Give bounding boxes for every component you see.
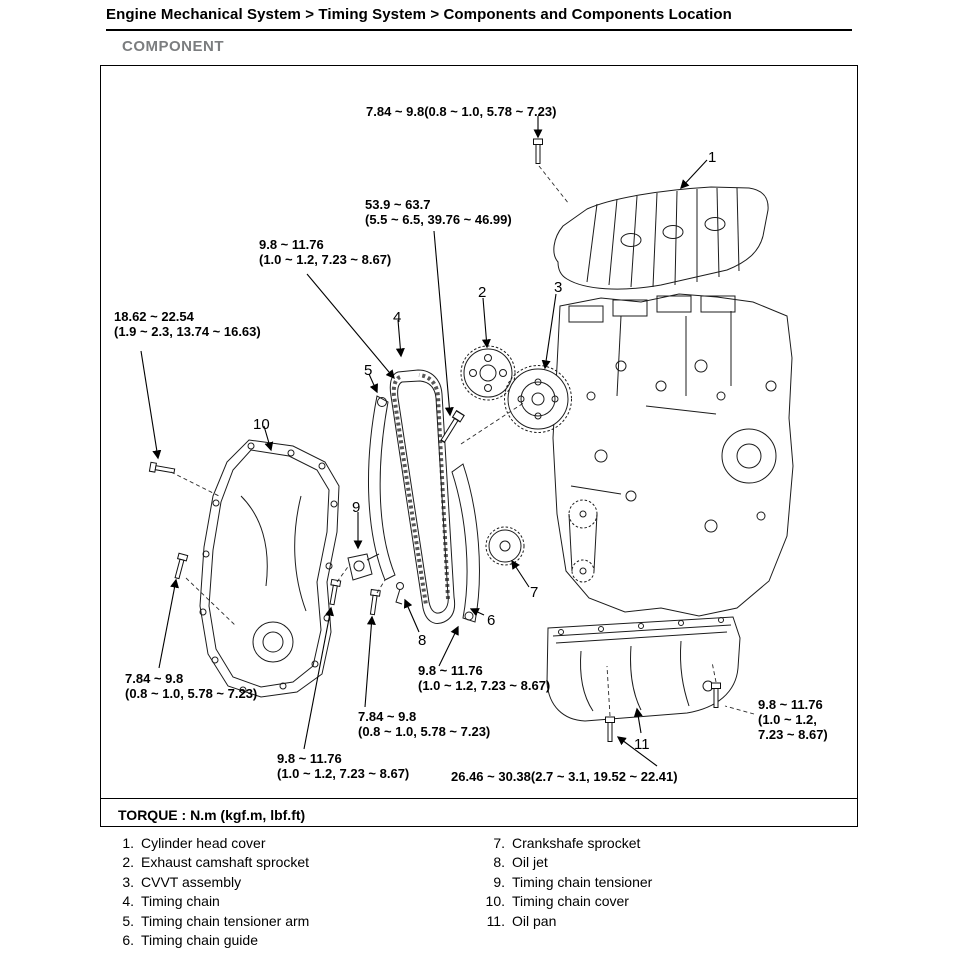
torque-label-cover-bolt-upper: 18.62 ~ 22.54 (1.9 ~ 2.3, 13.74 ~ 16.63) bbox=[114, 309, 261, 339]
torque-label-head-cover-bolt: 7.84 ~ 9.8(0.8 ~ 1.0, 5.78 ~ 7.23) bbox=[366, 104, 557, 119]
cylinder-head-cover-art bbox=[554, 187, 768, 289]
legend-num: 1. bbox=[122, 835, 134, 851]
callout-9: 9 bbox=[352, 499, 361, 516]
timing-chain-cover-art bbox=[200, 440, 339, 697]
legend-label: Exhaust camshaft sprocket bbox=[141, 854, 310, 871]
torque-label-oil-pan-drain: 26.46 ~ 30.38(2.7 ~ 3.1, 19.52 ~ 22.41) bbox=[451, 769, 678, 784]
legend-label: Timing chain cover bbox=[512, 893, 629, 910]
legend-label: Timing chain tensioner arm bbox=[141, 912, 310, 929]
legend-item-2 bbox=[110, 855, 309, 870]
oil-pan-art bbox=[547, 617, 740, 721]
torque-label-chain-tensioner-bolt: 9.8 ~ 11.76 (1.0 ~ 1.2, 7.23 ~ 8.67) bbox=[277, 751, 410, 781]
breadcrumb: Engine Mechanical System > Timing System > Components and Components Location bbox=[106, 6, 852, 31]
legend-label: CVVT assembly bbox=[141, 873, 242, 890]
legend-label: Timing chain bbox=[141, 893, 220, 910]
timing-chain-art bbox=[390, 370, 454, 623]
legend-label: Timing chain guide bbox=[141, 931, 258, 948]
legend-num: 2. bbox=[122, 854, 134, 871]
legend-column-left bbox=[110, 836, 309, 952]
legend-num: 5. bbox=[122, 912, 134, 929]
torque-label-tensioner-arm-bolt: 9.8 ~ 11.76 (1.0 ~ 1.2, 7.23 ~ 8.67) bbox=[259, 237, 392, 267]
parts-legend bbox=[100, 836, 858, 954]
section-title: COMPONENT bbox=[122, 38, 224, 55]
oil-jet-art bbox=[396, 583, 404, 605]
callout-5: 5 bbox=[364, 362, 373, 379]
chain-guide-art bbox=[452, 464, 479, 622]
legend-item-9 bbox=[481, 875, 652, 890]
engine-block-art bbox=[553, 294, 793, 616]
legend-item-4 bbox=[110, 894, 309, 909]
chain-tensioner-art bbox=[348, 554, 379, 580]
legend-item-11 bbox=[481, 914, 652, 929]
callout-10: 10 bbox=[253, 416, 270, 433]
legend-item-1 bbox=[110, 836, 309, 851]
legend-item-6 bbox=[110, 933, 309, 948]
legend-item-5 bbox=[110, 914, 309, 929]
callout-3: 3 bbox=[554, 279, 563, 296]
tensioner-arm-art bbox=[368, 396, 395, 580]
legend-item-8 bbox=[481, 855, 652, 870]
legend-label: Oil pan bbox=[512, 912, 557, 929]
legend-num: 6. bbox=[122, 931, 134, 948]
legend-label: Crankshafe sprocket bbox=[512, 835, 641, 851]
torque-label-cover-bolt-lower: 7.84 ~ 9.8 (0.8 ~ 1.0, 5.78 ~ 7.23) bbox=[125, 671, 258, 701]
legend-column-right bbox=[481, 836, 652, 933]
legend-num: 4. bbox=[122, 893, 134, 910]
callout-4: 4 bbox=[393, 309, 402, 326]
legend-label: Cylinder head cover bbox=[141, 835, 266, 851]
legend-item-3 bbox=[110, 875, 309, 890]
torque-label-oil-pan-bolt: 9.8 ~ 11.76 (1.0 ~ 1.2, 7.23 ~ 8.67) bbox=[758, 697, 828, 742]
torque-label-oil-jet-bolt: 7.84 ~ 9.8 (0.8 ~ 1.0, 5.78 ~ 7.23) bbox=[358, 709, 491, 739]
legend-num: 11. bbox=[486, 912, 505, 929]
legend-item-10 bbox=[481, 894, 652, 909]
torque-label-cvvt-bolt: 53.9 ~ 63.7 (5.5 ~ 6.5, 39.76 ~ 46.99) bbox=[365, 197, 512, 227]
torque-label-chain-guide-bolt: 9.8 ~ 11.76 (1.0 ~ 1.2, 7.23 ~ 8.67) bbox=[418, 663, 551, 693]
cvvt-assembly-art bbox=[505, 366, 572, 433]
legend-num: 3. bbox=[122, 873, 134, 890]
callout-7: 7 bbox=[530, 584, 539, 601]
legend-item-7 bbox=[481, 836, 652, 851]
callout-1: 1 bbox=[708, 149, 717, 166]
legend-num: 8. bbox=[493, 854, 505, 871]
callout-11: 11 bbox=[634, 736, 650, 753]
legend-num: 10. bbox=[485, 893, 505, 910]
torque-units-note: TORQUE : N.m (kgf.m, lbf.ft) bbox=[101, 798, 857, 827]
component-diagram-panel bbox=[100, 65, 858, 827]
legend-label: Timing chain tensioner bbox=[512, 873, 653, 890]
callout-8: 8 bbox=[418, 632, 427, 649]
legend-num: 9. bbox=[493, 873, 505, 890]
legend-label: Oil jet bbox=[512, 854, 548, 871]
crankshaft-sprocket-art bbox=[486, 527, 524, 565]
exhaust-cam-sprocket-art bbox=[461, 346, 515, 400]
callout-2: 2 bbox=[478, 284, 487, 301]
legend-num: 7. bbox=[493, 835, 505, 851]
callout-6: 6 bbox=[487, 612, 496, 629]
